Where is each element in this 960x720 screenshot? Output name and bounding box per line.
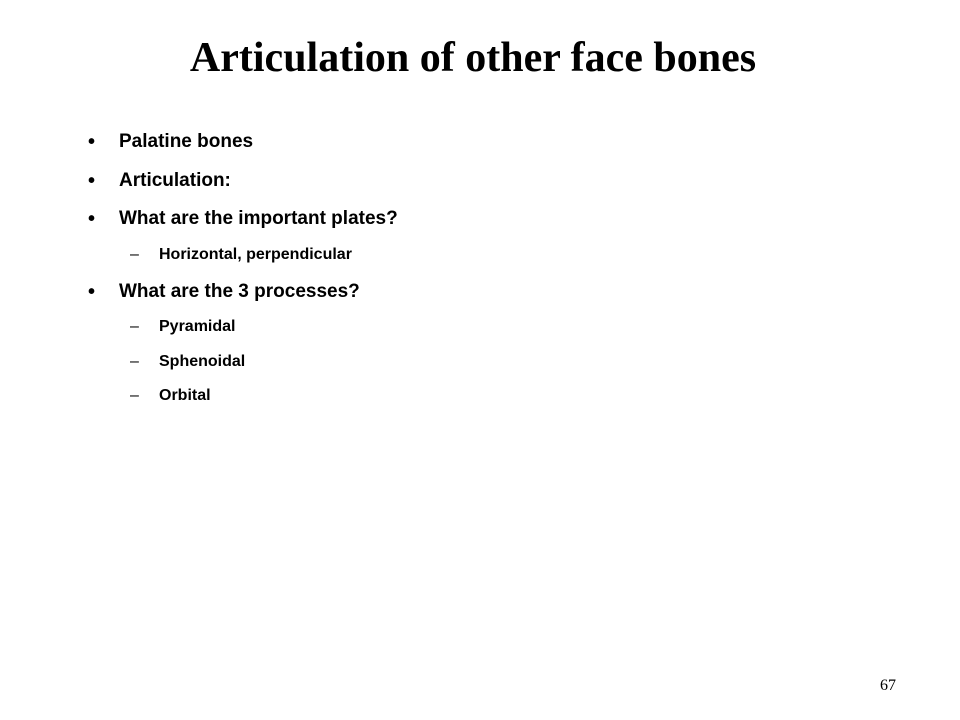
bullet-text: What are the important plates? bbox=[119, 208, 398, 229]
bullet-icon: • bbox=[88, 170, 96, 192]
bullet-icon: • bbox=[88, 281, 96, 303]
dash-icon: – bbox=[130, 246, 139, 263]
sub-item-text: Pyramidal bbox=[159, 318, 236, 335]
sub-item-text: Orbital bbox=[159, 387, 211, 404]
sub-item-text: Sphenoidal bbox=[159, 353, 246, 370]
dash-icon: – bbox=[130, 318, 139, 335]
bullet-icon: • bbox=[88, 131, 96, 153]
sub-item-text: Horizontal, perpendicular bbox=[159, 246, 352, 263]
bullet-text: Palatine bones bbox=[119, 131, 254, 152]
bullet-text: Articulation: bbox=[119, 170, 231, 191]
dash-icon: – bbox=[130, 353, 139, 370]
dash-icon: – bbox=[130, 387, 139, 404]
bullet-icon: • bbox=[88, 208, 96, 230]
bullet-text: What are the 3 processes? bbox=[119, 281, 360, 302]
page-number: 67 bbox=[880, 677, 896, 694]
slide-title: Articulation of other face bones bbox=[189, 35, 757, 81]
